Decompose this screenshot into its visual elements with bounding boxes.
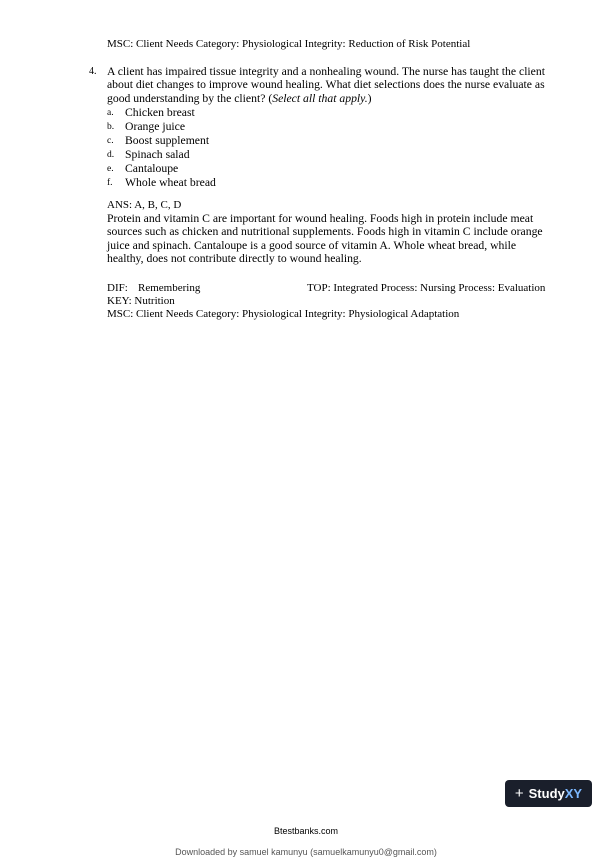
download-note: Downloaded by samuel kamunyu (samuelkamunyu0@gmail.com) bbox=[175, 847, 437, 857]
previous-msc-line: MSC: Client Needs Category: Physiological Integrity: Reduction of Risk Potential bbox=[107, 38, 471, 50]
rationale-line: healthy, does not contribute directly to wound healing. bbox=[107, 251, 362, 265]
question-stem-line: good understanding by the client? (Select all that apply.) bbox=[107, 91, 372, 105]
difficulty-value: Remembering bbox=[138, 282, 201, 294]
msc-category: MSC: Client Needs Category: Physiological Integrity: Physiological Adaptation bbox=[107, 308, 460, 320]
footer-site[interactable]: Btestbanks.com bbox=[273, 826, 339, 836]
studyxy-badge[interactable] bbox=[505, 780, 592, 807]
rationale-line: Protein and vitamin C are important for wound healing. Foods high in protein include meat bbox=[107, 212, 534, 225]
question-stem bbox=[107, 65, 545, 105]
rationale-line: sources such as chicken and nutritional supplements. Foods high in vitamin C include orange bbox=[107, 225, 543, 239]
plus-icon: + bbox=[514, 785, 524, 802]
rationale bbox=[107, 212, 543, 265]
answer-key: ANS: A, B, C, D bbox=[107, 199, 182, 211]
question-stem-line: about diet changes to improve wound healing. What diet selections does the nurse evaluate as bbox=[107, 78, 545, 92]
brand-accent: XY bbox=[564, 786, 583, 801]
topic: TOP: Integrated Process: Nursing Process: Evaluation bbox=[307, 282, 546, 294]
rationale-line: juice and spinach. Cantaloupe is a good source of vitamin A. Whole wheat bread, while bbox=[107, 238, 517, 252]
answer-options: a. Chicken breast b. Orange juice c. Boost supplement d. Spinach salad e. Cantaloupe f. Whole wheat bread bbox=[107, 106, 216, 189]
brand-main: Study bbox=[528, 786, 565, 801]
key-topic: KEY: Nutrition bbox=[107, 295, 175, 307]
difficulty-label: DIF: bbox=[107, 282, 128, 294]
question-number: 4. bbox=[89, 66, 97, 77]
question-stem-line: A client has impaired tissue integrity and a nonhealing wound. The nurse has taught the client bbox=[107, 65, 545, 78]
